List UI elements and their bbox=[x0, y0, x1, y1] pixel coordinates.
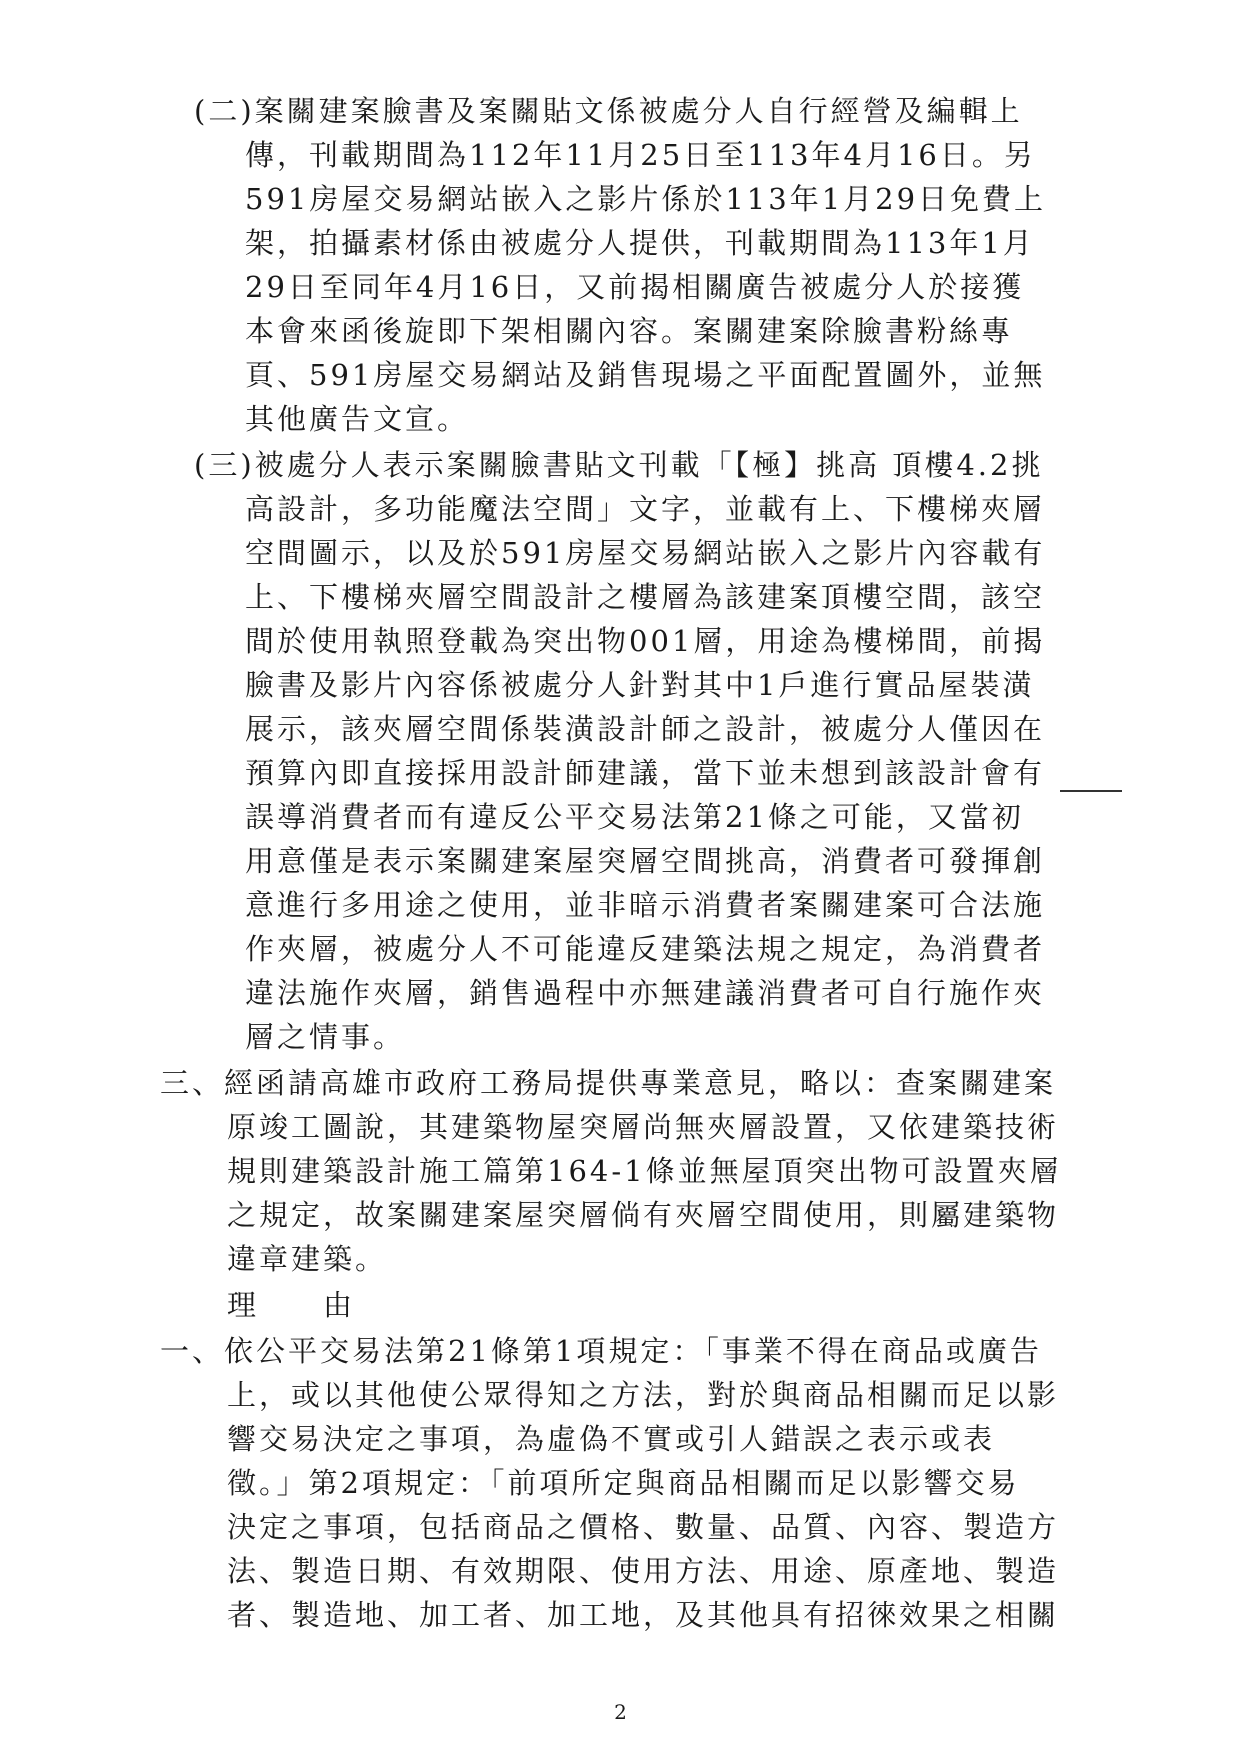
text-line: 空間圖示，以及於591房屋交易網站嵌入之影片內容載有 bbox=[245, 536, 1046, 570]
text-line: 本會來函後旋即下架相關內容。案關建案除臉書粉絲專 bbox=[245, 314, 1014, 348]
page-number: 2 bbox=[614, 1700, 627, 1724]
text-line: 之規定，故案關建案屋突層倘有夾層空間使用，則屬建築物 bbox=[227, 1198, 1060, 1232]
text-line: 591房屋交易網站嵌入之影片係於113年1月29日免費上 bbox=[245, 182, 1047, 216]
text-line: (二)案關建案臉書及案關貼文係被處分人自行經營及編輯上 bbox=[194, 94, 1023, 128]
text-line: 上，或以其他使公眾得知之方法，對於與商品相關而足以影 bbox=[227, 1378, 1060, 1412]
text-line: (三)被處分人表示案關臉書貼文刊載「【極】挑高 頂樓4.2挑 bbox=[194, 448, 1044, 482]
text-line: 違法施作夾層，銷售過程中亦無建議消費者可自行施作夾 bbox=[245, 976, 1046, 1010]
text-line: 者、製造地、加工者、加工地，及其他具有招徠效果之相關 bbox=[227, 1598, 1060, 1632]
text-line: 法、製造日期、有效期限、使用方法、用途、原產地、製造 bbox=[227, 1554, 1060, 1588]
text-line: 間於使用執照登載為突出物001層，用途為樓梯間，前揭 bbox=[245, 624, 1046, 658]
text-line: 誤導消費者而有違反公平交易法第21條之可能，又當初 bbox=[245, 800, 1024, 834]
text-line: 臉書及影片內容係被處分人針對其中1戶進行實品屋裝潢 bbox=[245, 668, 1035, 702]
text-line: 展示，該夾層空間係裝潢設計師之設計，被處分人僅因在 bbox=[245, 712, 1046, 746]
text-line: 違章建築。 bbox=[227, 1242, 388, 1276]
text-line: 高設計，多功能魔法空間」文字，並載有上、下樓梯夾層 bbox=[245, 492, 1046, 526]
text-line: 決定之事項，包括商品之價格、數量、品質、內容、製造方 bbox=[227, 1510, 1060, 1544]
text-line: 作夾層，被處分人不可能違反建築法規之規定，為消費者 bbox=[245, 932, 1046, 966]
section-heading: 理 由 bbox=[227, 1288, 356, 1322]
text-line: 頁、591房屋交易網站及銷售現場之平面配置圖外，並無 bbox=[245, 358, 1046, 392]
text-line: 原竣工圖說，其建築物屋突層尚無夾層設置，又依建築技術 bbox=[227, 1110, 1060, 1144]
correction-mark bbox=[1060, 790, 1122, 792]
text-line: 預算內即直接採用設計師建議，當下並未想到該設計會有 bbox=[245, 756, 1046, 790]
text-line: 29日至同年4月16日，又前揭相關廣告被處分人於接獲 bbox=[245, 270, 1025, 304]
text-line: 架，拍攝素材係由被處分人提供，刊載期間為113年1月 bbox=[245, 226, 1035, 260]
text-line: 用意僅是表示案關建案屋突層空間挑高，消費者可發揮創 bbox=[245, 844, 1046, 878]
text-line: 規則建築設計施工篇第164-1條並無屋頂突出物可設置夾層 bbox=[227, 1154, 1062, 1188]
text-line: 層之情事。 bbox=[245, 1020, 406, 1054]
text-line: 上、下樓梯夾層空間設計之樓層為該建案頂樓空間，該空 bbox=[245, 580, 1046, 614]
text-line: 三、經函請高雄市政府工務局提供專業意見，略以：查案關建案 bbox=[160, 1066, 1057, 1100]
text-line: 意進行多用途之使用，並非暗示消費者案關建案可合法施 bbox=[245, 888, 1046, 922]
text-line: 一、依公平交易法第21條第1項規定：「事業不得在商品或廣告 bbox=[160, 1334, 1042, 1368]
text-line: 響交易決定之事項，為虛偽不實或引人錯誤之表示或表 bbox=[227, 1422, 996, 1456]
text-line: 其他廣告文宣。 bbox=[245, 402, 470, 436]
text-line: 傳，刊載期間為112年11月25日至113年4月16日。另 bbox=[245, 138, 1036, 172]
text-line: 徵。」第2項規定：「前項所定與商品相關而足以影響交易 bbox=[227, 1466, 1020, 1500]
